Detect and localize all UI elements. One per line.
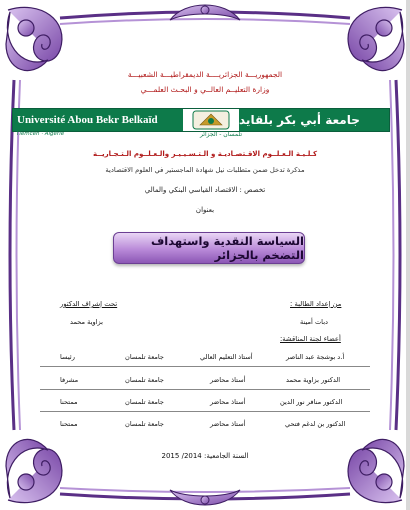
member-name: الدكتور بن لدغم فتحي [285, 420, 346, 428]
member-rank: أستاذ التعليم العالي [200, 353, 253, 361]
prepared-by-label: من إعداد الطالبة : [290, 300, 342, 308]
faculty-heading: كـلـيـة الـعـلــوم الاقـتصـاديـة و الـتـسـيـيـر والـعـلــوم الـتـجـاريــة [92, 150, 318, 158]
supervised-by-label: تحت إشراف الدكتور [60, 300, 118, 308]
row-divider [40, 389, 370, 390]
ministry-heading: وزارة التعليــم العالــي و البحـث العلمـــي [140, 85, 270, 94]
specialty-text: تخصص : الاقتصاد القياسي البنكي والمالي [144, 186, 266, 194]
student-name: دبات أمينة [300, 318, 328, 326]
member-rank: أستاذ محاضر [210, 398, 246, 406]
university-emblem-icon [192, 110, 230, 130]
top-center-ornament [170, 5, 240, 20]
member-name: الدكتور منافر نور الدين [280, 398, 343, 406]
supervisor-name: بزاوية محمد [70, 318, 104, 326]
corner-ornament-top-left [6, 7, 62, 70]
university-name-ar: جامعة أبي بكر بلقايد [239, 109, 389, 131]
member-rank: أستاذ محاضر [210, 420, 246, 428]
member-university: جامعة تلمسان [125, 420, 164, 428]
row-divider [40, 366, 370, 367]
corner-ornament-top-right [348, 7, 404, 70]
corner-ornament-bottom-right [348, 439, 404, 502]
member-name: أ.د بوشجة عبد الناصر [286, 353, 345, 361]
member-university: جامعة تلمسان [125, 353, 164, 361]
member-university: جامعة تلمسان [125, 398, 164, 406]
university-subtitle-fr: Tlemcen · Algérie [16, 131, 65, 137]
university-location-ar: تلمسان - الجزائر [200, 131, 243, 138]
thesis-title: السياسة النقدية واستهداف التضخم بالجزائر [150, 234, 304, 262]
row-divider [40, 411, 370, 412]
member-role: ممتحنا [60, 420, 78, 428]
republic-heading: الجمهوريـــة الجزائريــــة الديمقراطيـــة الشعبيـــة [127, 70, 283, 79]
memo-text: مذكرة تدخل ضمن متطلبات نيل شهادة الماجستير في العلوم الاقتصادية [105, 166, 305, 174]
academic-year: السنة الجامعية: 2014/ 2015 [161, 452, 249, 460]
university-logo [183, 109, 239, 131]
member-name: الدكتور بزاوية محمد [286, 376, 341, 384]
thesis-title-box [113, 232, 305, 264]
member-role: ممتحنا [60, 398, 78, 406]
university-banner [12, 108, 390, 132]
university-name-fr: Université Abou Bekr Belkaïd [13, 109, 183, 131]
member-role: رئيسا [60, 353, 75, 361]
member-rank: أستاذ محاضر [210, 376, 246, 384]
committee-label: أعضاء لجنة المناقشة: [280, 335, 341, 343]
member-university: جامعة تلمسان [125, 376, 164, 384]
member-role: مشرفا [60, 376, 79, 384]
corner-ornament-bottom-left [6, 439, 62, 502]
under-title-label: بعنوان [195, 206, 215, 214]
